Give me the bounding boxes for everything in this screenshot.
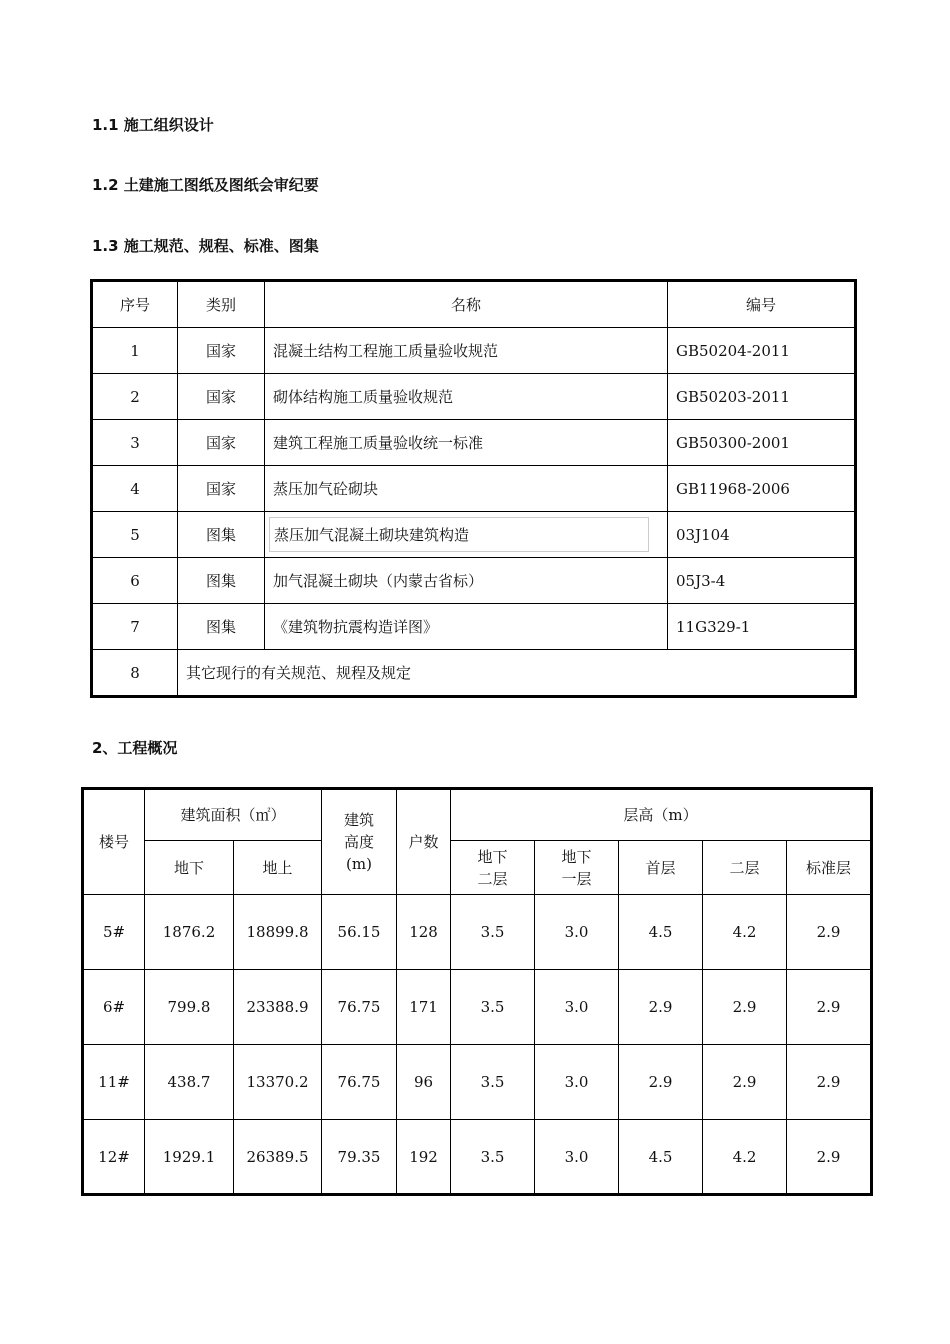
cell-f2: 4.2 (703, 1120, 787, 1195)
cell-area-under: 799.8 (145, 970, 234, 1045)
header-b2-line: 地下 (477, 847, 508, 866)
row-number: 3 (92, 420, 178, 466)
header-cell: 类别 (178, 281, 265, 328)
standards-table (90, 279, 857, 698)
header-height-line: 高度 (344, 833, 375, 851)
cell-units: 96 (397, 1045, 451, 1120)
row-code: 11G329-1 (668, 604, 856, 650)
row-category: 国家 (178, 466, 265, 512)
cell-building: 5# (83, 895, 145, 970)
cell-f2: 2.9 (703, 970, 787, 1045)
table-row (92, 328, 856, 374)
cell-b1: 3.0 (535, 1045, 619, 1120)
table-row (92, 650, 856, 697)
table-row (92, 420, 856, 466)
overview-table (81, 787, 873, 1196)
row-name: 加气混凝土砌块（内蒙古省标） (265, 558, 668, 604)
header-b2-line: 二层 (477, 869, 508, 888)
row-number: 6 (92, 558, 178, 604)
row-number: 8 (92, 650, 178, 697)
cell-b2: 3.5 (451, 1120, 535, 1195)
row-name: 蒸压加气砼砌块 (265, 466, 668, 512)
row-note: 其它现行的有关规范、规程及规定 (178, 650, 856, 697)
cell-area-under: 1929.1 (145, 1120, 234, 1195)
cell-std: 2.9 (787, 895, 872, 970)
cell-b1: 3.0 (535, 1120, 619, 1195)
cell-area-above: 26389.5 (234, 1120, 322, 1195)
row-name: 建筑工程施工质量验收统一标准 (265, 420, 668, 466)
row-number: 2 (92, 374, 178, 420)
row-name: 混凝土结构工程施工质量验收规范 (265, 328, 668, 374)
row-category: 国家 (178, 374, 265, 420)
cell-std: 2.9 (787, 970, 872, 1045)
heading-standards: 1.3 施工规范、规程、标准、图集 (92, 237, 319, 255)
cell-building: 6# (83, 970, 145, 1045)
row-category: 国家 (178, 328, 265, 374)
header-area: 建筑面积（㎡） (145, 789, 322, 841)
header-cell: 序号 (92, 281, 178, 328)
row-category: 图集 (178, 604, 265, 650)
header-f1: 首层 (619, 841, 703, 895)
table-row (83, 1120, 872, 1195)
standards-header-row (92, 281, 856, 328)
cell-b2: 3.5 (451, 895, 535, 970)
header-units: 户数 (397, 789, 451, 895)
header-b1-line: 地下 (561, 847, 592, 866)
header-b1 (535, 841, 619, 895)
cell-b1: 3.0 (535, 895, 619, 970)
heading-drawings: 1.2 土建施工图纸及图纸会审纪要 (92, 176, 319, 194)
table-row (83, 970, 872, 1045)
row-number: 4 (92, 466, 178, 512)
row-code: GB11968-2006 (668, 466, 856, 512)
cell-height: 76.75 (322, 970, 397, 1045)
heading-project-overview: 2、工程概况 (92, 739, 178, 757)
cell-building: 12# (83, 1120, 145, 1195)
cell-f1: 4.5 (619, 1120, 703, 1195)
heading-construction-design: 1.1 施工组织设计 (92, 116, 214, 134)
cell-units: 192 (397, 1120, 451, 1195)
cell-height: 76.75 (322, 1045, 397, 1120)
row-code: 03J104 (668, 512, 856, 558)
table-row (92, 512, 856, 558)
header-building: 楼号 (83, 789, 145, 895)
row-name: 砌体结构施工质量验收规范 (265, 374, 668, 420)
table-row (92, 466, 856, 512)
cell-f2: 2.9 (703, 1045, 787, 1120)
header-b2 (451, 841, 535, 895)
table-row (92, 604, 856, 650)
cell-std: 2.9 (787, 1120, 872, 1195)
header-height-line: 建筑 (344, 811, 375, 829)
cell-area-above: 18899.8 (234, 895, 322, 970)
row-category: 图集 (178, 558, 265, 604)
cell-b1: 3.0 (535, 970, 619, 1045)
header-b1-line: 一层 (561, 869, 592, 888)
header-cell: 编号 (668, 281, 856, 328)
row-name: 《建筑物抗震构造详图》 (265, 604, 668, 650)
overview-header-row-2 (83, 841, 872, 895)
cell-area-under: 438.7 (145, 1045, 234, 1120)
cell-f1: 4.5 (619, 895, 703, 970)
cell-area-under: 1876.2 (145, 895, 234, 970)
header-cell: 名称 (265, 281, 668, 328)
header-area-under: 地下 (145, 841, 234, 895)
table-row (92, 374, 856, 420)
row-number: 5 (92, 512, 178, 558)
cell-building: 11# (83, 1045, 145, 1120)
cell-height: 56.15 (322, 895, 397, 970)
cell-area-above: 23388.9 (234, 970, 322, 1045)
cell-b2: 3.5 (451, 970, 535, 1045)
header-f2: 二层 (703, 841, 787, 895)
cell-f1: 2.9 (619, 970, 703, 1045)
header-std: 标准层 (787, 841, 872, 895)
row-name-cell (265, 512, 668, 558)
cell-units: 128 (397, 895, 451, 970)
overview-header-row-1 (83, 789, 872, 841)
cell-b2: 3.5 (451, 1045, 535, 1120)
row-code: GB50203-2011 (668, 374, 856, 420)
row-code: 05J3-4 (668, 558, 856, 604)
cell-f2: 4.2 (703, 895, 787, 970)
row-number: 1 (92, 328, 178, 374)
row-code: GB50204-2011 (668, 328, 856, 374)
cell-f1: 2.9 (619, 1045, 703, 1120)
row-category: 图集 (178, 512, 265, 558)
header-height-line: (m) (346, 855, 372, 873)
table-row (92, 558, 856, 604)
table-row (83, 895, 872, 970)
cell-units: 171 (397, 970, 451, 1045)
header-height (322, 789, 397, 895)
row-category: 国家 (178, 420, 265, 466)
cell-height: 79.35 (322, 1120, 397, 1195)
table-row (83, 1045, 872, 1120)
cell-std: 2.9 (787, 1045, 872, 1120)
row-code: GB50300-2001 (668, 420, 856, 466)
cell-area-above: 13370.2 (234, 1045, 322, 1120)
header-floor-height: 层高（m） (451, 789, 872, 841)
row-number: 7 (92, 604, 178, 650)
header-area-above: 地上 (234, 841, 322, 895)
row-name: 蒸压加气混凝土砌块建筑构造 (269, 517, 649, 552)
